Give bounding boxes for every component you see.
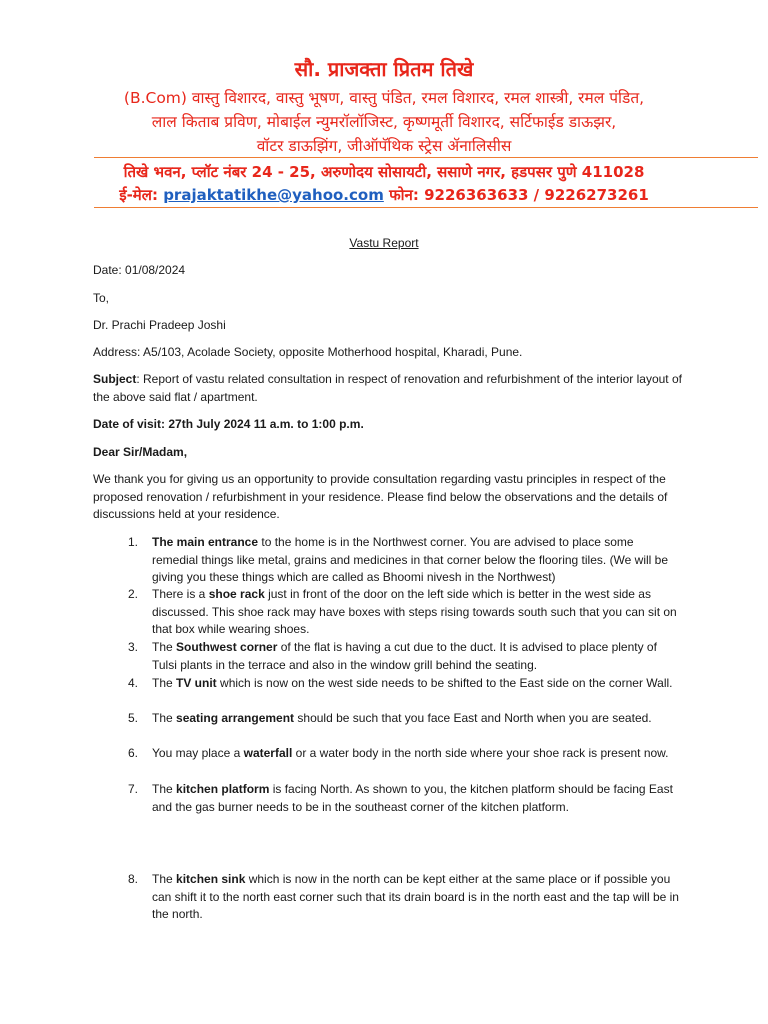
letterhead-address: तिखे भवन, प्लॉट नंबर 24 - 25, अरुणोदय सोसायटी, ससाणे नगर, हडपसर पुणे 411028 — [123, 163, 645, 181]
phone-numbers: 9226363633 / 9226273261 — [424, 186, 649, 204]
qualifications-line: (B.Com) वास्तु विशारद, वास्तु भूषण, वास्तु पंडित, रमल विशारद, रमल शास्त्री, रमल पंडित, — [123, 89, 645, 107]
email-link[interactable]: prajaktatikhe@yahoo.com — [163, 186, 384, 204]
item-text — [152, 639, 682, 674]
item-number: 3. — [128, 640, 139, 654]
subject-paragraph — [93, 371, 693, 406]
item-text-rest: which is now on the west side needs to be shifted to the East side on the corner Wall. — [216, 676, 673, 690]
letterhead-name: सौ. प्राजक्ता प्रितम तिखे — [294, 57, 474, 81]
letterhead-contact — [0, 183, 768, 207]
item-number: 1. — [128, 535, 139, 549]
letterhead-divider — [94, 207, 758, 208]
report-date: Date: 01/08/2024 — [93, 263, 186, 277]
item-keyword: shoe rack — [208, 587, 265, 601]
letterhead-divider — [94, 157, 758, 158]
item-keyword: TV unit — [176, 676, 217, 690]
item-keyword: seating arrangement — [176, 711, 295, 725]
item-number: 5. — [128, 711, 139, 725]
item-text-pre: The — [152, 640, 177, 654]
to-line: To, — [93, 291, 110, 305]
item-text-rest: is facing North. As shown to you, the kitchen platform should be facing East and the gas burner needs to be in the southeast corner of the kitchen platform. — [152, 782, 673, 814]
intro-paragraph: We thank you for giving us an opportunity to provide consultation regarding vastu principles in respect of the proposed renovation / refurbishment in your residence. Please find below the observations and the details of discussions held at your residence. — [93, 472, 668, 521]
letterhead-qualifications — [60, 86, 708, 158]
visit-date: Date of visit: 27th July 2024 11 a.m. to 1:00 p.m. — [93, 417, 364, 431]
phone-label: फोन: — [389, 186, 419, 204]
subject-text: : Report of vastu related consultation in respect of renovation and refurbishment of the interior layout of the above said flat / apartment. — [93, 372, 682, 404]
item-text — [152, 675, 682, 693]
item-keyword: waterfall — [243, 746, 293, 760]
item-number: 6. — [128, 746, 139, 760]
item-text-pre: The — [152, 711, 177, 725]
item-text-pre: The — [152, 782, 177, 796]
item-number: 4. — [128, 676, 139, 690]
item-text-rest: which is now in the north can be kept either at the same place or if possible you can shift it to the north east corner such that its drain board is in the north east and the tap will be in the north. — [152, 872, 679, 921]
item-text-rest: just in front of the door on the left side which is better in the west side as discussed. This shoe rack may have boxes with steps rising towards south such that you can sit on that box while wearing shoes. — [152, 587, 677, 636]
item-text-rest: or a water body in the north side where your shoe rack is present now. — [292, 746, 669, 760]
item-text — [152, 710, 682, 728]
item-text-rest: should be such that you face East and North when you are seated. — [294, 711, 652, 725]
item-text-rest: to the home is in the Northwest corner. You are advised to place some remedial things like metal, grains and medicines in that corner below the flooring tiles. (We will be giving you these things which are called as Bhoomi nivesh in the Northwest) — [152, 535, 669, 584]
subject-label: Subject — [93, 372, 137, 386]
recipient-address: Address: A5/103, Acolade Society, opposite Motherhood hospital, Kharadi, Pune. — [93, 345, 523, 359]
item-text-pre: The — [152, 872, 177, 886]
item-keyword: The main entrance — [152, 535, 259, 549]
item-number: 8. — [128, 872, 139, 886]
item-number: 2. — [128, 587, 139, 601]
item-text — [152, 781, 682, 816]
qualifications-line: लाल किताब प्रविण, मोबाईल न्युमरॉलॉजिस्ट, कृष्णमूर्ती विशारद, सर्टिफाईड डाऊझर, — [151, 113, 617, 131]
item-text-pre: The — [152, 676, 177, 690]
recipient-name: Dr. Prachi Pradeep Joshi — [93, 318, 226, 332]
item-number: 7. — [128, 782, 139, 796]
item-text — [152, 534, 682, 587]
item-text — [152, 745, 682, 763]
document-title: Vastu Report — [349, 236, 419, 250]
salutation: Dear Sir/Madam, — [93, 445, 188, 459]
item-keyword: kitchen platform — [176, 782, 270, 796]
email-label: ई-मेल: — [119, 186, 158, 204]
item-keyword: kitchen sink — [176, 872, 246, 886]
item-text-pre: There is a — [152, 587, 209, 601]
qualifications-line: वॉटर डाऊझिंग, जीऑपॅथिक स्ट्रेस ॲनालिसीस — [256, 137, 512, 155]
item-text — [152, 871, 682, 924]
item-text-rest: of the flat is having a cut due to the duct. It is advised to place plenty of Tulsi plants in the terrace and also in the window grill behind the seating. — [152, 640, 657, 672]
item-text — [152, 586, 682, 639]
item-keyword: Southwest corner — [176, 640, 278, 654]
item-text-pre: You may place a — [152, 746, 244, 760]
